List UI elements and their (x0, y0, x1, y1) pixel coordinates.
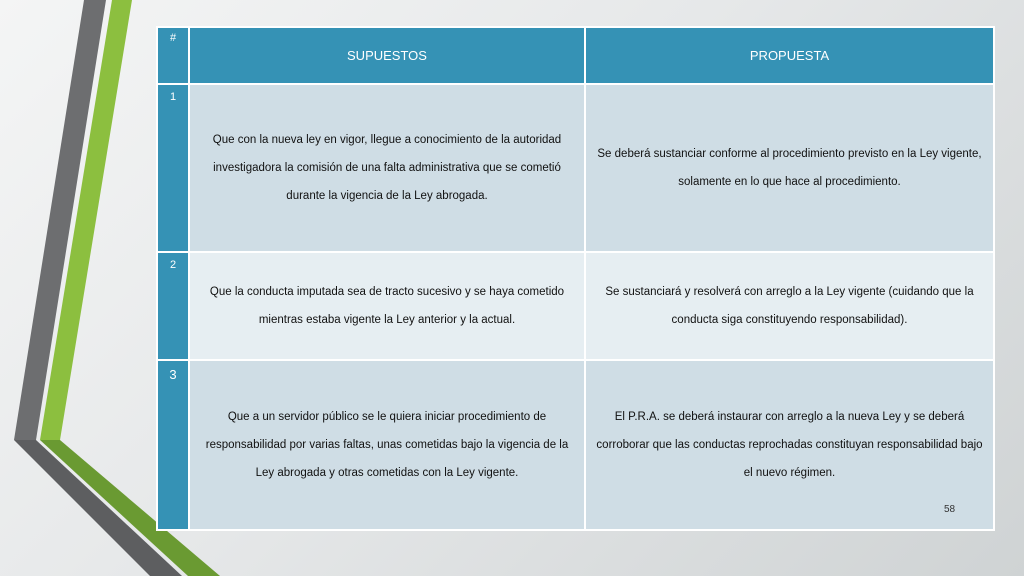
header-number: # (157, 27, 189, 84)
row-number: 3 (157, 360, 189, 530)
propuesta-cell: Se sustanciará y resolverá con arreglo a la Ley vigente (cuidando que la conducta siga constituyendo responsabilidad). (585, 252, 994, 360)
header-propuesta: PROPUESTA (585, 27, 994, 84)
supuesto-cell: Que con la nueva ley en vigor, llegue a conocimiento de la autoridad investigadora la comisión de una falta administrativa que se cometió durante la vigencia de la Ley abrogada. (189, 84, 585, 252)
page-number: 58 (944, 504, 956, 515)
supuesto-cell: Que la conducta imputada sea de tracto sucesivo y se haya cometido mientras estaba vigente la Ley anterior y la actual. (189, 252, 585, 360)
table-header-row (157, 27, 994, 84)
table-row (157, 252, 994, 360)
row-number: 2 (157, 252, 189, 360)
table-row (157, 84, 994, 252)
comparison-table (156, 26, 995, 531)
propuesta-cell: Se deberá sustanciar conforme al procedimiento previsto en la Ley vigente, solamente en lo que hace al procedimiento. (585, 84, 994, 252)
table-row (157, 360, 994, 530)
propuesta-cell: El P.R.A. se deberá instaurar con arreglo a la nueva Ley y se deberá corroborar que las conductas reprochadas constituyan responsabilidad bajo el nuevo régimen. (585, 360, 994, 530)
supuesto-cell: Que a un servidor público se le quiera iniciar procedimiento de responsabilidad por varias faltas, unas cometidas bajo la vigencia de la Ley abrogada y otras cometidas con la Ley vigente. (189, 360, 585, 530)
header-supuestos: SUPUESTOS (189, 27, 585, 84)
row-number: 1 (157, 84, 189, 252)
